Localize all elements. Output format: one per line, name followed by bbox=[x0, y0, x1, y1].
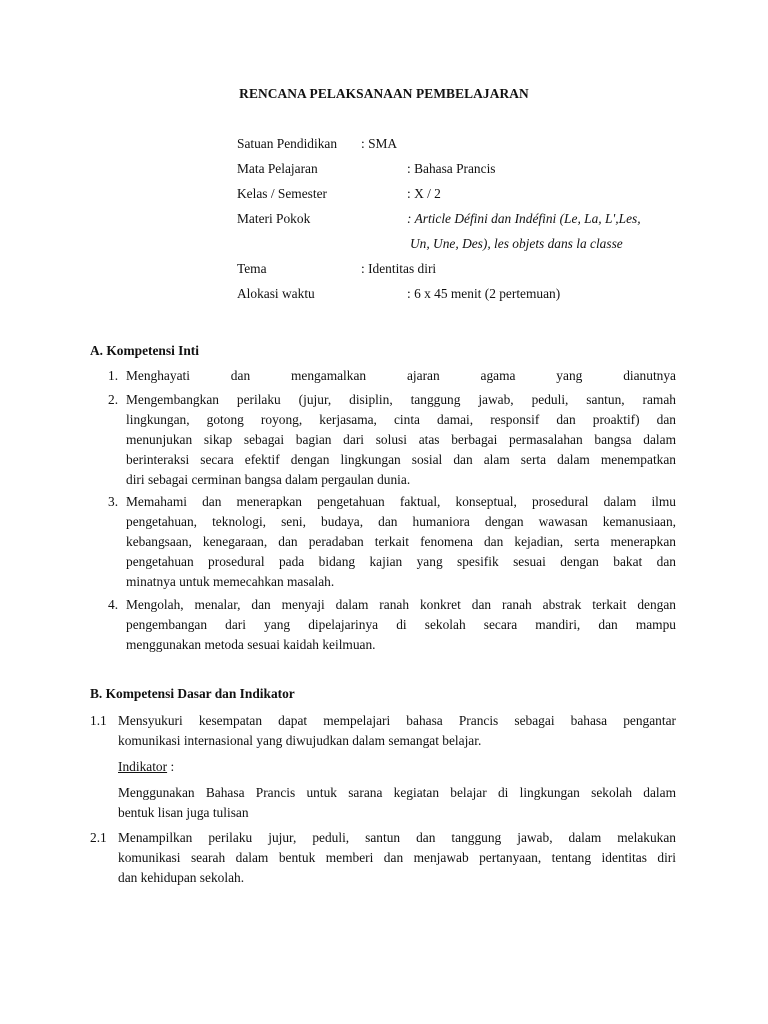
text-line: Memahami dan menerapkan pengetahuan faktual, konseptual, prosedural dalam ilmu bbox=[126, 494, 676, 509]
kd-text-continued bbox=[118, 731, 676, 751]
meta-label: Satuan Pendidikan bbox=[237, 136, 338, 151]
list-item-number: 2. bbox=[108, 392, 119, 407]
meta-row-kelas bbox=[237, 184, 677, 204]
list-item-number: 3. bbox=[108, 494, 119, 509]
list-item-text bbox=[126, 595, 676, 655]
text-line: berinteraksi secara efektif dengan lingkungan sosial dan alam serta dalam menempatkan bbox=[126, 452, 676, 467]
meta-row-materi-cont bbox=[237, 234, 677, 254]
indikator-label: Indikator bbox=[118, 759, 168, 774]
text-line: lingkungan, gotong royong, kerjasama, cinta damai, responsif dan proaktif) dan bbox=[126, 412, 676, 427]
meta-row-alokasi bbox=[237, 284, 677, 304]
text-line: minatnya untuk memecahkan masalah. bbox=[126, 574, 335, 589]
text-line bbox=[118, 711, 676, 731]
indikator-label-row bbox=[118, 757, 174, 777]
list-item-number: 4. bbox=[108, 597, 119, 612]
list-item-text bbox=[126, 492, 676, 592]
meta-row-mapel bbox=[237, 159, 677, 179]
text-line: diri sebagai cerminan bangsa dalam pergaulan dunia. bbox=[126, 472, 411, 487]
meta-value: : X / 2 bbox=[407, 186, 441, 201]
text-line: Menggunakan Bahasa Prancis untuk sarana kegiatan belajar di lingkungan sekolah dalam bbox=[118, 785, 676, 800]
justified-text: Mensyukuri kesempatan dapat mempelajari bahasa Prancis sebagai bahasa pengantar bbox=[118, 713, 676, 728]
text-line: dan kehidupan sekolah. bbox=[118, 870, 245, 885]
text-line: Menampilkan perilaku jujur, peduli, santun dan tanggung jawab, dalam melakukan bbox=[118, 830, 676, 845]
text-line: komunikasi searah dalam bentuk memberi dan menjawab pertanyaan, tentang identitas diri bbox=[118, 850, 676, 865]
text-line: menunjukan sikap sebagai bagian dari solusi atas berbagai permasalahan bangsa dalam bbox=[126, 432, 676, 447]
meta-value: : 6 x 45 menit (2 pertemuan) bbox=[407, 286, 561, 301]
section-heading-kompetensi-dasar: B. Kompetensi Dasar dan Indikator bbox=[90, 686, 295, 701]
meta-row-materi bbox=[237, 209, 677, 229]
meta-row-tema bbox=[237, 259, 677, 279]
meta-label: Alokasi waktu bbox=[237, 286, 315, 301]
meta-label: Materi Pokok bbox=[237, 211, 311, 226]
kd-text-continued bbox=[118, 848, 676, 888]
kd-text bbox=[118, 828, 676, 848]
text-line: Mengolah, menalar, dan menyaji dalam ranah konkret dan ranah abstrak terkait dengan bbox=[126, 597, 676, 612]
meta-value: : Identitas diri bbox=[361, 261, 437, 276]
text-line: pengetahuan, teknologi, seni, budaya, dan humaniora dengan wawasan kemanusiaan, bbox=[126, 514, 676, 529]
meta-value: : Article Défini dan Indéfini (Le, La, L',Les, bbox=[407, 211, 641, 226]
meta-value: : Bahasa Prancis bbox=[407, 161, 496, 176]
page-title: RENCANA PELAKSANAAN PEMBELAJARAN bbox=[239, 86, 529, 101]
list-item-number: 1. bbox=[108, 368, 119, 383]
kd-number: 1.1 bbox=[90, 713, 107, 728]
kd-text bbox=[118, 711, 676, 731]
section-heading-kompetensi-inti: A. Kompetensi Inti bbox=[90, 343, 199, 358]
indikator-text bbox=[118, 783, 676, 823]
meta-label: Kelas / Semester bbox=[237, 186, 327, 201]
text-line: kebangsaan, kenegaraan, dan peradaban terkait fenomena dan kejadian, serta menerapkan bbox=[126, 534, 676, 549]
list-item-text bbox=[126, 366, 676, 386]
text-line: pengembangan dari yang dipelajarinya di sekolah secara mandiri, dan mampu bbox=[126, 617, 676, 632]
meta-label: Mata Pelajaran bbox=[237, 161, 318, 176]
text-line: pengetahuan prosedural pada bidang kajian yang spesifik sesuai dengan bakat dan bbox=[126, 554, 676, 569]
text-line: komunikasi internasional yang diwujudkan dalam semangat belajar. bbox=[118, 733, 482, 748]
meta-value-continued: Un, Une, Des), les objets dans la classe bbox=[410, 236, 623, 251]
kd-number: 2.1 bbox=[90, 830, 107, 845]
text-line: menggunakan metoda sesuai kaidah keilmuan. bbox=[126, 637, 376, 652]
indikator-colon: : bbox=[167, 759, 175, 774]
meta-row-satuan bbox=[237, 134, 677, 154]
text-line: Mengembangkan perilaku (jujur, disiplin, tanggung jawab, peduli, santun, ramah bbox=[126, 392, 676, 407]
meta-value: : SMA bbox=[361, 136, 398, 151]
text-line: bentuk lisan juga tulisan bbox=[118, 805, 249, 820]
meta-label: Tema bbox=[237, 261, 267, 276]
text-line: Menghayati dan mengamalkan ajaran agama yang dianutnya bbox=[126, 368, 676, 383]
list-item-text bbox=[126, 390, 676, 490]
